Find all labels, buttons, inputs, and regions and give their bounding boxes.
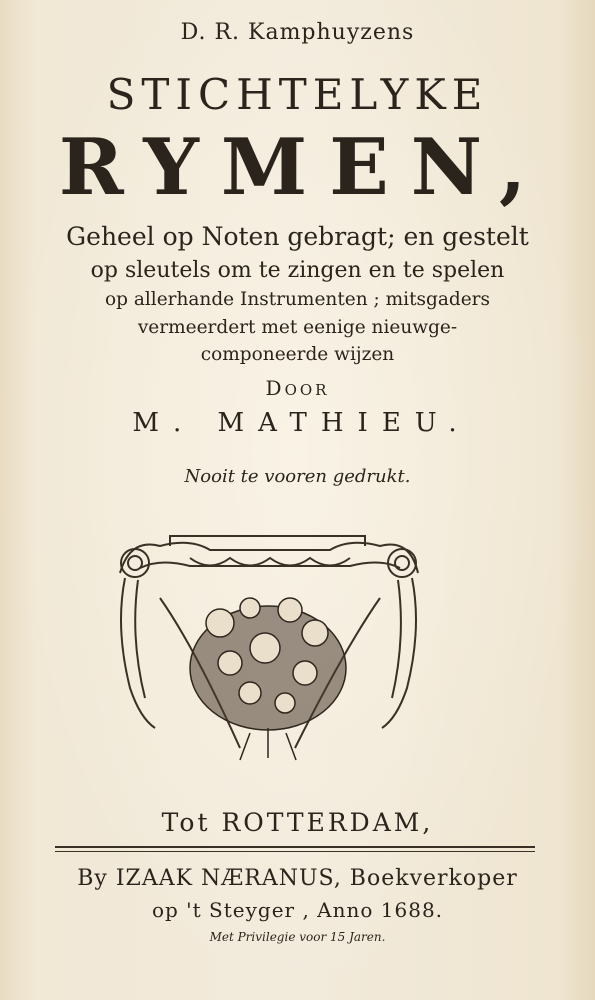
composer-name: M. MATHIEU. bbox=[132, 408, 471, 438]
imprint-rule-thick bbox=[55, 846, 535, 848]
title-line-1: STICHTELYKE bbox=[106, 70, 489, 119]
door-rest: OOR bbox=[284, 381, 330, 399]
door-line bbox=[0, 376, 595, 400]
imprint-line-1: By IZAAK NÆRANUS, Boekverkoper bbox=[77, 866, 518, 891]
first-printing-note: Nooit te vooren gedrukt. bbox=[184, 466, 411, 487]
door-initial: D bbox=[265, 376, 285, 400]
floral-vignette-ornament bbox=[100, 528, 435, 768]
imprint-line-2: op 't Steyger , Anno 1688. bbox=[151, 898, 444, 922]
subtitle-line-1: Geheel op Noten gebragt; en gestelt bbox=[66, 222, 529, 251]
title-line-2: RYMEN, bbox=[58, 122, 549, 213]
subtitle-line-4: vermeerdert met eenige nieuwge- bbox=[137, 317, 458, 338]
privilege-line: Met Privilegie voor 15 Jaren. bbox=[209, 930, 386, 944]
subtitle-line-3: op allerhande Instrumenten ; mitsgaders bbox=[104, 289, 491, 310]
city-line: Tot ROTTERDAM, bbox=[161, 808, 434, 837]
subtitle-line-2: op sleutels om te zingen en te spelen bbox=[90, 258, 505, 283]
subtitle-line-5: componeerde wijzen bbox=[200, 344, 395, 365]
author-line: D. R. Kamphuyzens bbox=[180, 20, 415, 45]
imprint-rule-thin bbox=[55, 851, 535, 852]
